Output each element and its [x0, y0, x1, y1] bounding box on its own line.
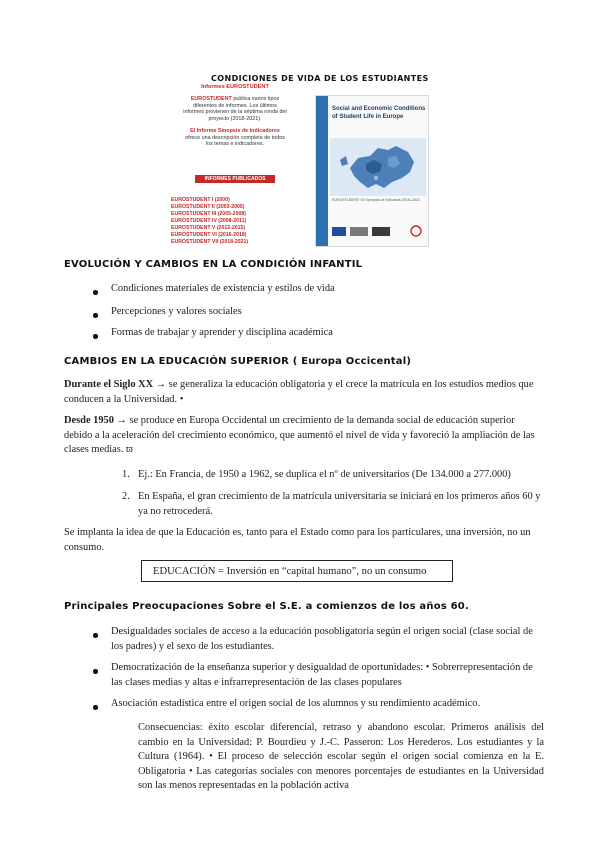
numbered-item: Ej.: En Francia, de 1950 a 1962, se duplica el nº de universitarios (De 134.000 a 277.000): [138, 469, 511, 480]
slide-para1-rest: publica varios tipos: [231, 96, 280, 102]
cover-band: [316, 96, 328, 246]
slide-para2-line3: los temas e indicadores.: [205, 141, 265, 148]
slide-eurostudent-strong: EUROSTUDENT: [190, 96, 232, 102]
list-item: Condiciones materiales de existencia y estilos de vida: [111, 283, 335, 294]
list-item: Asociación estadística entre el origen social de los alumnos y su rendimiento académico.: [111, 698, 481, 709]
paragraph-lead: Desde 1950: [64, 415, 114, 426]
paragraph-desde-1950: [64, 414, 544, 458]
cover-title: Social and Economic Conditions of Student Life in Europe: [332, 106, 426, 120]
slide-para1-line4: proyecto (2018-2021).: [208, 115, 262, 122]
paragraph-lead: Durante el Siglo XX: [64, 379, 154, 390]
partner-logos-icon: [332, 224, 424, 238]
paragraph-siglo-xx: [64, 378, 544, 407]
list-number: 2.: [122, 491, 130, 502]
arrow-icon: →: [155, 379, 167, 390]
bullet-icon: [93, 290, 98, 295]
edition-item: EUROSTUDENT II (2003-2005): [171, 204, 245, 210]
list-item: Desigualdades sociales de acceso a la educación posobligatoria según el origen social (clase social de los padres) y el sexo de los estudiantes.: [111, 626, 533, 652]
edition-item: EUROSTUDENT VII (2018-2021): [171, 239, 248, 245]
europe-map-icon: [330, 138, 426, 196]
bullet-icon: [93, 633, 98, 638]
published-reports-label: INFORMES PUBLICADOS: [195, 175, 275, 183]
education-investment-box: EDUCACIÓN = Inversión en “capital humano”, no un consumo: [141, 560, 453, 582]
numbered-item: En España, el gran crecimiento de la matrícula universitaria se iniciará en los primeros años 60 y ya no retrocederá.: [138, 491, 541, 517]
slide-paragraph-1: [165, 96, 305, 122]
report-cover: [315, 95, 429, 247]
bullet-icon: [93, 334, 98, 339]
edition-item: EUROSTUDENT I (2000): [171, 197, 230, 203]
cover-subtitle: EUROSTUDENT VII Synopsis of Indicators 2018–2021: [332, 198, 420, 202]
slide-title: CONDICIONES DE VIDA DE LOS ESTUDIANTES: [211, 74, 429, 83]
edition-item: EUROSTUDENT IV (2008-2011): [171, 218, 247, 224]
section-heading-preocupaciones: Principales Preocupaciones Sobre el S.E. a comienzos de los años 60.: [64, 601, 469, 612]
slide-para1-line3: informes provienen de la séptima ronda del: [183, 109, 287, 116]
slide-image: [165, 68, 437, 250]
edition-item: EUROSTUDENT VI (2016-2018): [171, 232, 247, 238]
bullet-icon: [93, 669, 98, 674]
section-heading-educacion-superior: CAMBIOS EN LA EDUCACIÓN SUPERIOR ( Europa Occicental): [64, 356, 412, 367]
arrow-icon: →: [116, 415, 127, 426]
list-item: Formas de trabajar y aprender y disciplina académica: [111, 327, 333, 338]
slide-para1-line2: diferentes de informes. Los últimos: [193, 102, 277, 109]
slide-info-heading: Informes EUROSTUDENT: [201, 84, 269, 90]
list-item: Democratización de la enseñanza superior y desigualdad de oportunidades: • Sobrerrepresentación de las clases medias y altas e infrarrepresentación de las clases populares: [111, 662, 533, 688]
slide-para2-line1: El Informe Sinopsis de indicadores: [190, 128, 280, 134]
slide-paragraph-2: [165, 128, 305, 148]
list-number: 1.: [122, 469, 130, 480]
consequences-paragraph: Consecuencias: éxito escolar diferencial, retraso y abandono escolar. Primeros análisis del cambio en la Universidad: P. Bourdieu y J.-C. Passeron: Los Herederos. Los estudiantes y la Cultura (1964). • El proceso de selección escolar según el origen social comienza en la E. Obligatoria • Las categorías sociales con menores porcentajes de estudiantes en la Universidad son las menos representadas en la población activa: [138, 722, 544, 792]
section-heading-evolucion: EVOLUCIÓN Y CAMBIOS EN LA CONDICIÓN INFANTIL: [64, 259, 363, 270]
bullet-icon: [93, 313, 98, 318]
slide-para2-line2: ofrece una descripción completa de todos: [185, 134, 285, 141]
list-item: Percepciones y valores sociales: [111, 306, 242, 317]
paragraph-text: se produce en Europa Occidental un crecimiento de la demanda social de educación superior debido a la aceleración del crecimiento económico, que aumentó el nivel de vida y favoreció la ampliación de las clases medias. ϖ: [64, 415, 535, 456]
paragraph-inversion: Se implanta la idea de que la Educación es, tanto para el Estado como para los particulares, una inversión, no un consumo.: [64, 527, 531, 553]
bullet-icon: [93, 705, 98, 710]
edition-item: EUROSTUDENT III (2005-2008): [171, 211, 246, 217]
edition-item: EUROSTUDENT V (2012-2015): [171, 225, 246, 231]
paragraph-text: se generaliza la educación obligatoria y el crece la matrícula en los estudios medios que conducen a la Universidad. •: [64, 379, 534, 405]
